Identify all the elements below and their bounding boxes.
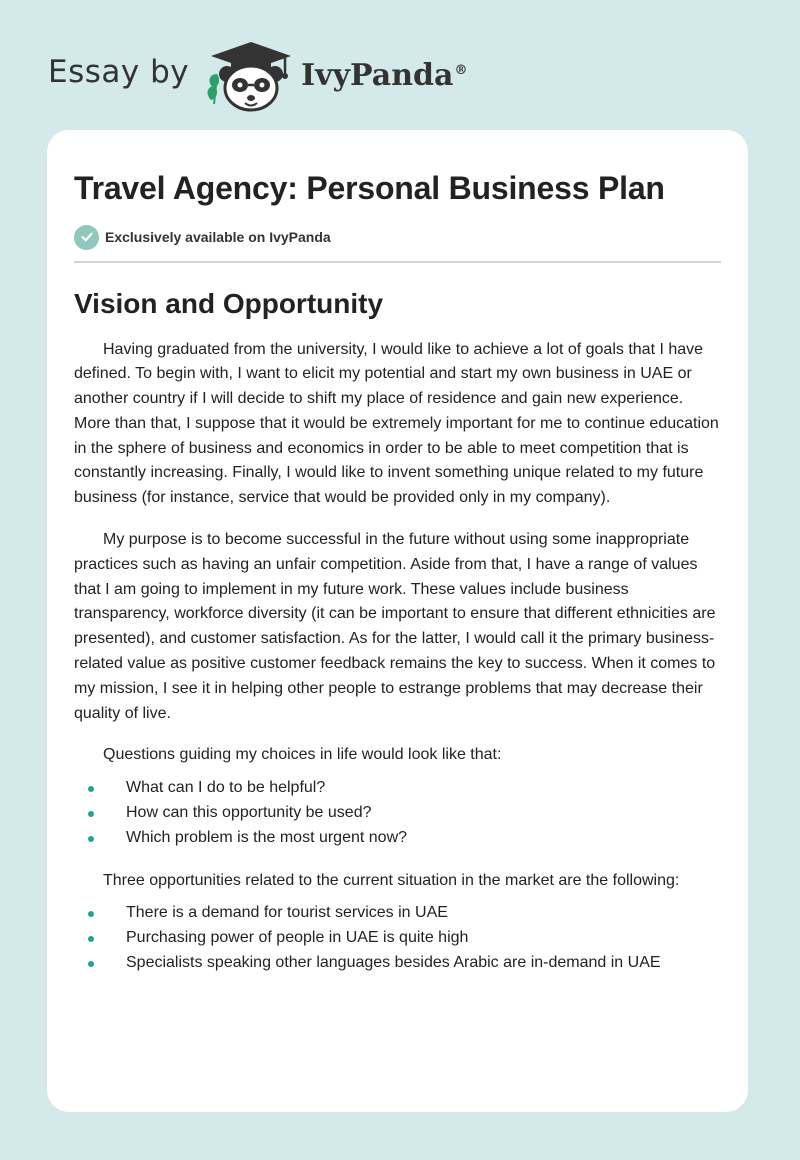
- bullet-icon: [88, 911, 94, 917]
- questions-list: [74, 776, 721, 850]
- essay-body: [74, 338, 721, 976]
- opportunities-list: [74, 901, 721, 975]
- list-item-text: How can this opportunity be used?: [126, 804, 372, 822]
- bullet-icon: [88, 836, 94, 842]
- list-item-text: Specialists speaking other languages besides Arabic are in-demand in UAE: [126, 954, 661, 972]
- site-header: [48, 36, 467, 116]
- essay-card: [47, 130, 748, 1112]
- list-item-text: There is a demand for tourist services in UAE: [126, 904, 448, 922]
- check-circle-icon: [74, 225, 99, 250]
- list-item: [74, 826, 721, 851]
- bullet-icon: [88, 936, 94, 942]
- list-item-text: What can I do to be helpful?: [126, 779, 326, 797]
- list-item: [74, 951, 721, 976]
- list-item: [74, 801, 721, 826]
- exclusive-badge: [74, 224, 721, 250]
- brand-label: IvyPanda: [301, 57, 454, 93]
- list-item: [74, 926, 721, 951]
- paragraph: Three opportunities related to the current situation in the market are the following:: [103, 871, 680, 889]
- ivypanda-brand[interactable]: [301, 58, 467, 93]
- list-item: [74, 776, 721, 801]
- divider: [74, 261, 721, 263]
- bullet-icon: [88, 786, 94, 792]
- trademark-symbol: ®: [454, 62, 468, 78]
- paragraph: My purpose is to become successful in the future without using some inappropriate practices such as having an unfair competition. Aside from that, I have a range of values that I am going to implement in my future work. These values include business transparency, workforce diversity (it can be important to ensure that different ethnicities are presented), and customer satisfaction. As for the latter, I would call it the primary business-related value as positive customer feedback remains the key to success. When it comes to my mission, I see it in helping other people to estrange problems that may decrease their quality of live.: [74, 531, 716, 722]
- list-item: [74, 901, 721, 926]
- paragraph: Having graduated from the university, I would like to achieve a lot of goals that I have defined. To begin with, I want to elicit my potential and start my own business in UAE or another country if I will decide to shift my place of residence and gain new experience. More than that, I suppose that it would be extremely important for me to continue education in the sphere of business and economics in order to be able to meet competition that is constantly increasing. Finally, I would like to invent something unique related to my future business (for instance, service that would be provided only in my company).: [74, 340, 719, 507]
- panda-graduate-icon[interactable]: [205, 38, 297, 114]
- bullet-icon: [88, 811, 94, 817]
- paragraph: Questions guiding my choices in life would look like that:: [103, 746, 502, 764]
- list-item-text: Purchasing power of people in UAE is quite high: [126, 929, 469, 947]
- section-heading: Vision and Opportunity: [74, 287, 384, 319]
- essay-by-label: Essay by: [48, 54, 190, 90]
- exclusive-badge-label: Exclusively available on IvyPanda: [105, 229, 331, 245]
- bullet-icon: [88, 961, 94, 967]
- list-item-text: Which problem is the most urgent now?: [126, 828, 408, 846]
- page-title: Travel Agency: Personal Business Plan: [74, 170, 665, 206]
